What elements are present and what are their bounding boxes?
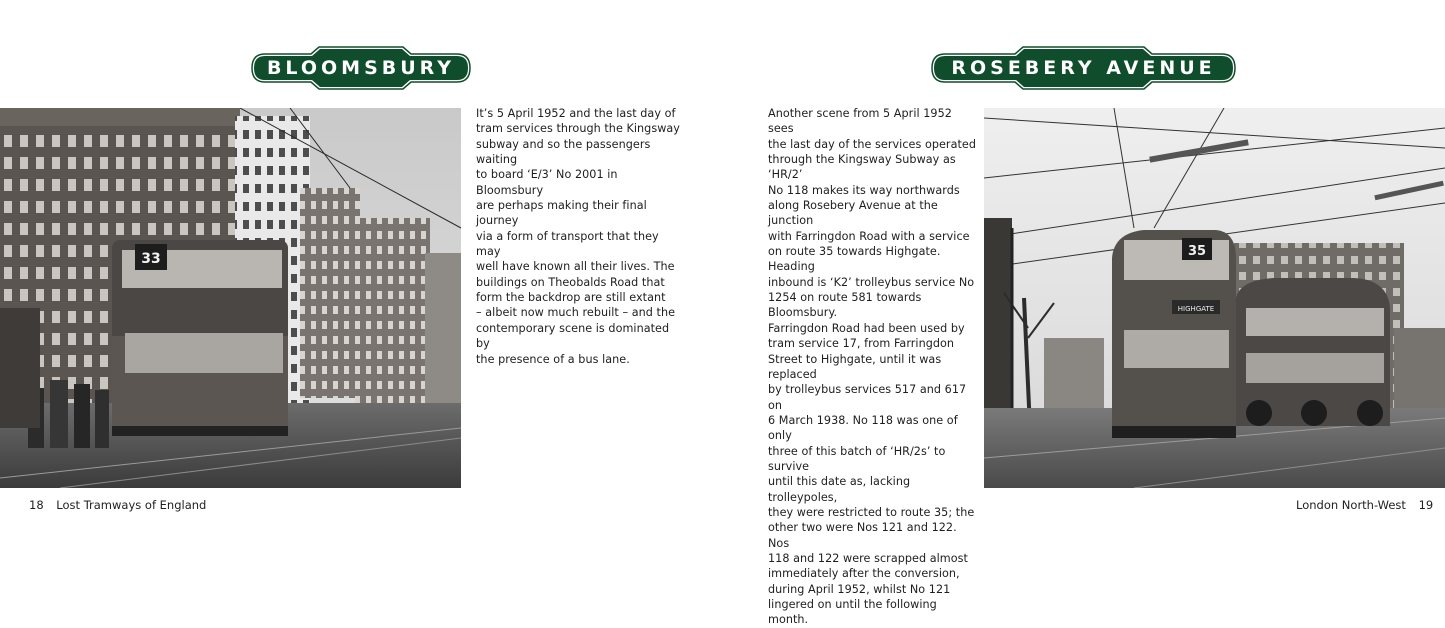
heading-sign-bloomsbury [251,46,471,90]
footer-right [1296,498,1433,512]
page-heading-left: BLOOMSBURY [266,57,456,79]
tram-destination-highgate: HIGHGATE [1177,305,1215,313]
photo-bloomsbury-tram [0,108,461,488]
tram-route-number-35: 35 [1187,244,1207,259]
page-number-left: 18 [29,498,44,512]
heading-sign-rosebery-avenue [931,46,1236,90]
tram-route-number-33: 33 [141,251,161,267]
running-title-right: London North-West [1296,498,1406,512]
running-title-left: Lost Tramways of England [56,498,207,512]
page-number-right: 19 [1418,498,1434,512]
footer-left [29,498,206,512]
photo-rosebery-avenue-tram [984,108,1445,488]
body-text-left: It’s 5 April 1952 and the last day of tram services through the Kingsway subway and so the passengers waiting to board ‘E/3’ No 2001 in Bloomsbury are perhaps making their final journey via a form of transport that they may well have known all their lives. The buildings on Theobalds Road that form the backdrop are still extant – albeit now much rebuilt – and the contemporary scene is dominated by the presence of a bus lane. [476,107,680,366]
page-heading-right: ROSEBERY AVENUE [951,57,1216,79]
body-text-right: Another scene from 5 April 1952 sees the last day of the services operated through the Kingsway Subway as ‘HR/2’ No 118 makes its way northwards along Rosebery Avenue at the junction with Farringdon Road with a service on route 35 towards Highgate. Heading inbound is ‘K2’ trolleybus service No 1254 on route 581 towards Bloomsbury. Farringdon Road had been used by tram service 17, from Farringdon Street to Highgate, until it was replaced by trolleybus services 517 and 617 on 6 March 1938. No 118 was one of only three of this batch of ‘HR/2s’ to survive until this date as, lacking trolleypoles, they were restricted to route 35; the other two were Nos 121 and 122. Nos 118 and 122 were scrapped almost immediately after the conversion, during April 1952, whilst No 121 lingered on until the following month. [768,107,977,627]
